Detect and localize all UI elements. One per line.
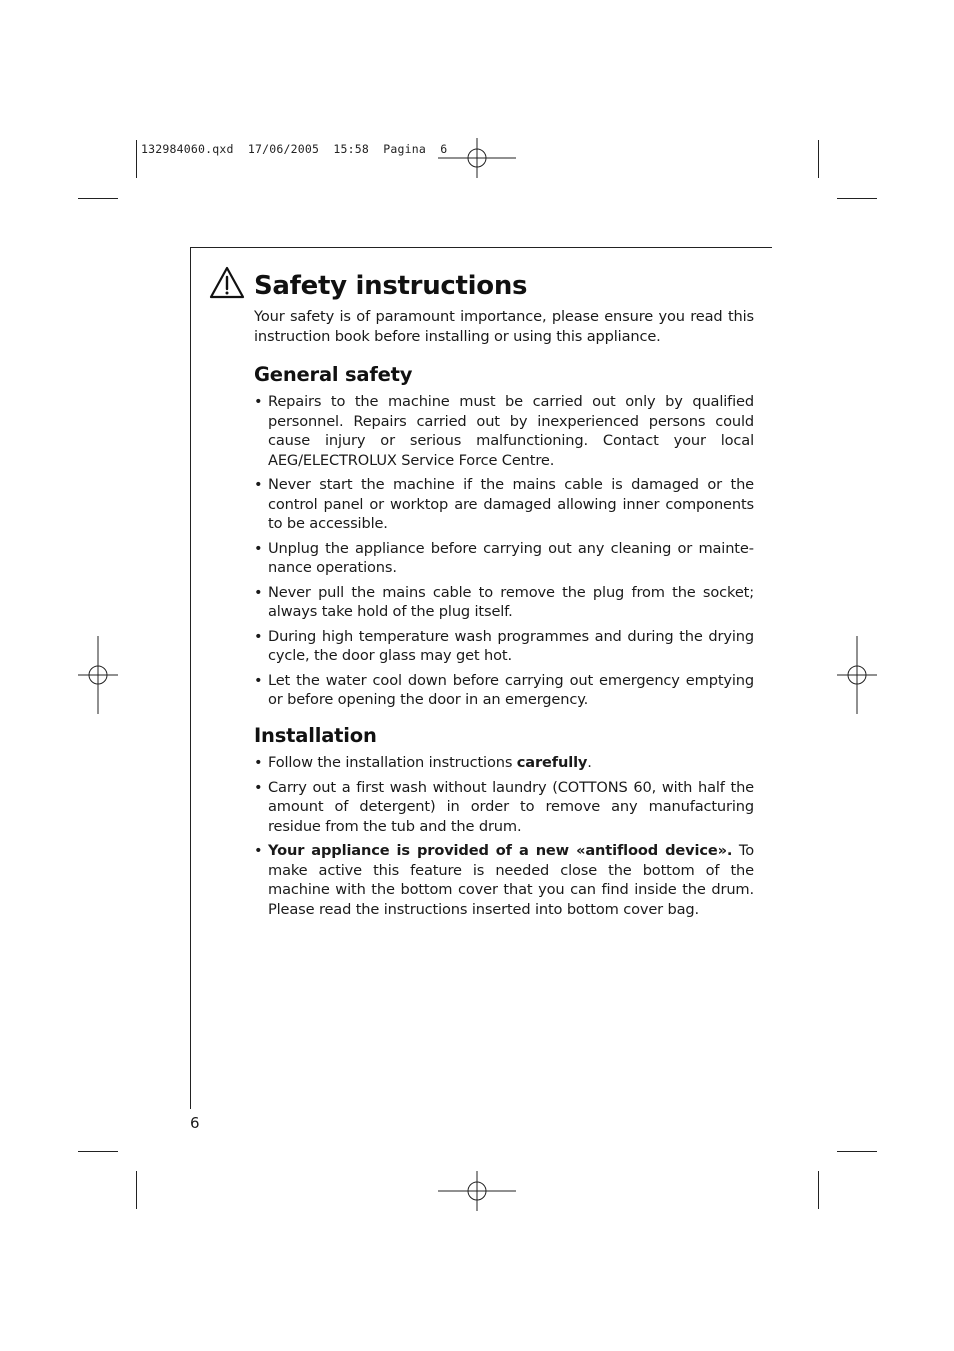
section-heading-general-safety: General safety (254, 363, 413, 386)
page-number: 6 (190, 1114, 200, 1132)
page-title: Safety instructions (254, 271, 528, 301)
list-item: • Carry out a first wash without laundry (COTTONS 60, with half the amount of detergent) in order to remove any manufacturing residue from the tub and the drum. (254, 778, 754, 835)
bullet: • (254, 778, 263, 796)
warning-triangle-icon (209, 266, 245, 300)
intro-paragraph: Your safety is of paramount importance, please ensure you read this instruction book before installing or using this appliance. (254, 308, 754, 345)
list-item: • Never pull the mains cable to remove the plug from the socket; always take hold of the plug itself. (254, 583, 754, 620)
crop-mark (837, 1151, 877, 1152)
bullet: • (254, 754, 263, 771)
page-frame-top-rule (190, 247, 772, 248)
general-safety-list (254, 392, 754, 715)
page-frame-left-rule (190, 247, 191, 1109)
crop-mark (818, 1171, 819, 1209)
list-item: • Never start the machine if the mains cable is damaged or the control panel or worktop are damaged allowing inner components to be accessible. (254, 476, 754, 532)
section-heading-installation: Installation (254, 724, 377, 747)
bullet: • (254, 671, 263, 689)
list-item: • Repairs to the machine must be carried out only by qualified personnel. Repairs carried out by inexperienced persons could cause injury or serious malfunctioning. Contact your local AEG/ELECTROLUX Service Force Centre. (254, 393, 754, 469)
list-item: • During high temperature wash programmes and during the drying cycle, the door glass may get hot. (254, 627, 754, 664)
bullet: • (254, 842, 263, 859)
registration-mark-icon (78, 636, 118, 714)
list-item: • Follow the installation instructions carefully. (254, 754, 592, 771)
registration-mark-icon (438, 1171, 516, 1211)
crop-mark (136, 140, 137, 178)
crop-mark (818, 140, 819, 178)
bullet: • (254, 583, 263, 601)
bullet: • (254, 539, 263, 557)
file-slug: 132984060.qxd 17/06/2005 15:58 Pagina 6 (141, 142, 448, 156)
registration-mark-icon (837, 636, 877, 714)
crop-mark (837, 198, 877, 199)
list-item: • Unplug the appliance before carrying out any cleaning or maintenance operations. (254, 539, 754, 576)
crop-mark (78, 198, 118, 199)
installation-list (254, 753, 754, 924)
list-item: • Your appliance is provided of a new «antiflood device». To make active this feature is needed close the bottom of the machine with the bottom cover that you can find inside the drum. Please read the instructions inserted into bottom cover bag. (254, 842, 754, 918)
crop-mark (136, 1171, 137, 1209)
crop-mark (78, 1151, 118, 1152)
list-item: • Let the water cool down before carrying out emergency emptying or before opening the door in an emergency. (254, 671, 754, 708)
bullet: • (254, 627, 263, 645)
bullet: • (254, 393, 263, 410)
registration-mark-icon (438, 138, 516, 178)
bullet: • (254, 476, 263, 493)
